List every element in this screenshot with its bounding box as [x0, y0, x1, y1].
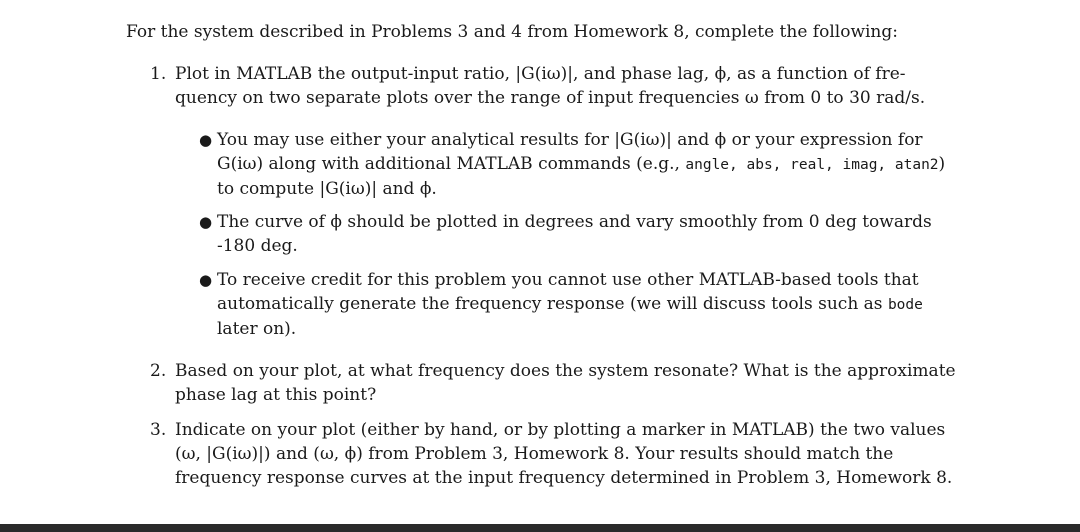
item-2-line-1: Based on your plot, at what frequency does the system resonate? What is the approximate: [175, 361, 956, 381]
intro-text: For the system described in Problems 3 and 4 from Homework 8, complete the following:: [126, 22, 898, 42]
item-3-line-3: frequency response curves at the input frequency determined in Problem 3, Homework 8.: [175, 468, 953, 488]
item-1-line-1: Plot in MATLAB the output-input ratio, |G(iω)|, and phase lag, ϕ, as a function of fre-: [175, 64, 906, 84]
bullet-1-line-2: [217, 152, 954, 177]
bullet-3-line-2: [217, 292, 954, 317]
item-2-line-2: phase lag at this point?: [175, 385, 377, 405]
bullet-3-line-3: later on).: [217, 319, 297, 339]
bullet-2-text: [217, 210, 954, 258]
item-1-number: 1.: [150, 64, 167, 84]
item-2-text: [175, 359, 955, 407]
bullet-1-line-1: You may use either your analytical results for |G(iω)| and ϕ or your expression for: [217, 130, 923, 150]
item-1-text: [175, 62, 955, 110]
bullet-1-dot: ●: [199, 131, 213, 149]
bullet-1-code: angle, abs, real, imag, atan2: [685, 157, 939, 173]
bullet-1-line-2-post: ): [938, 154, 946, 174]
item-3-text: [175, 418, 955, 490]
bullet-3-code: bode: [887, 297, 923, 313]
item-1-line-2: quency on two separate plots over the range of input frequencies ω from 0 to 30 rad/s.: [175, 88, 926, 108]
bullet-1-text: [217, 128, 954, 201]
item-2-number: 2.: [150, 361, 167, 381]
bullet-3-line-1: To receive credit for this problem you cannot use other MATLAB-based tools that: [217, 270, 919, 290]
bullet-2-line-1: The curve of ϕ should be plotted in degrees and vary smoothly from 0 deg towards: [217, 212, 932, 232]
bullet-1-line-3: to compute |G(iω)| and ϕ.: [217, 179, 437, 199]
item-3-line-1: Indicate on your plot (either by hand, or by plotting a marker in MATLAB) the two values: [175, 420, 946, 440]
item-3-number: 3.: [150, 420, 167, 440]
bullet-1-line-2-pre: G(iω) along with additional MATLAB commands (e.g.,: [217, 154, 686, 174]
bullet-3-dot: ●: [199, 271, 213, 289]
bullet-2-dot: ●: [199, 213, 213, 231]
bullet-2-line-2: -180 deg.: [217, 236, 298, 256]
bottom-bar: [0, 524, 1080, 532]
bullet-3-text: [217, 268, 954, 341]
item-3-line-2: (ω, |G(iω)|) and (ω, ϕ) from Problem 3, Homework 8. Your results should match the: [175, 444, 894, 464]
bullet-3-line-2-pre: automatically generate the frequency response (we will discuss tools such as: [217, 294, 888, 314]
